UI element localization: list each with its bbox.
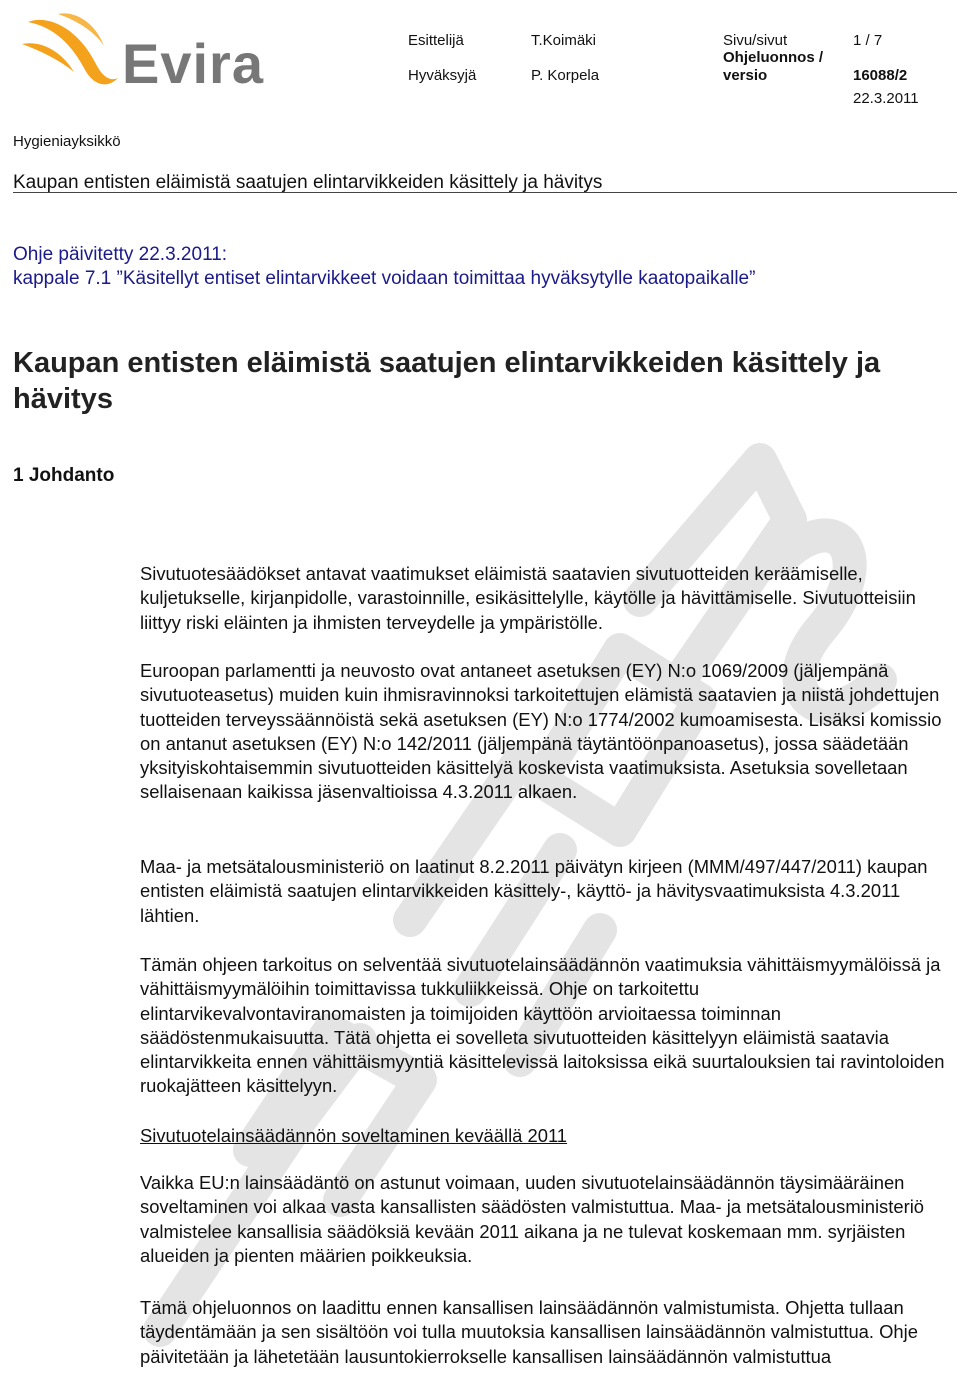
version-label-line2: versio bbox=[723, 67, 768, 84]
update-notice-line2: kappale 7.1 ”Käsitellyt entiset elintarvikkeet voidaan toimittaa hyväksytylle kaatopaikalle” bbox=[13, 268, 756, 289]
unit-name: Hygieniayksikkö bbox=[13, 133, 121, 150]
paragraph-1 bbox=[140, 562, 945, 635]
version-label-line1: Ohjeluonnos / bbox=[723, 49, 823, 66]
paragraph-5-text: Vaikka EU:n lainsäädäntö on astunut voimaan, uuden sivutuotelainsäädännön täysimääräinen soveltaminen voi alkaa vasta kansallisten säädösten valmistuttua. Maa- ja metsätalousministeriö valmistelee kansallisia säädöksiä kevään 2011 aikana ja ne tulevat koskemaan mm. syrjäisten alueiden ja pienten määrien poikkeuksia. bbox=[140, 1172, 925, 1266]
paragraph-3-text: Maa- ja metsätalousministeriö on laatinut 8.2.2011 päivätyn kirjeen (MMM/497/447/2011) kaupan entisten eläimistä saatujen elintarvikkeiden käsittely-, käyttö- ja hävitysvaatimuksista 4.3.2011 lähtien. bbox=[140, 856, 928, 926]
logo-swoosh-icon bbox=[18, 8, 128, 94]
main-title: Kaupan entisten eläimistä saatujen elintarvikkeiden käsittely ja hävitys bbox=[13, 347, 881, 415]
page-label: Sivu/sivut bbox=[723, 32, 788, 49]
header-divider bbox=[13, 192, 957, 193]
presenter-label: Esittelijä bbox=[408, 32, 464, 49]
section-heading-introduction: 1 Johdanto bbox=[13, 465, 115, 486]
evira-logo bbox=[18, 8, 280, 94]
subheading-text: Sivutuotelainsäädännön soveltaminen keväällä 2011 bbox=[140, 1125, 568, 1146]
paragraph-2 bbox=[140, 659, 945, 805]
paragraph-6 bbox=[140, 1296, 945, 1369]
paragraph-2-text: Euroopan parlamentti ja neuvosto ovat antaneet asetuksen (EY) N:o 1069/2009 (jäljempänä sivutuoteasetus) muiden kuin ihmisravinnoksi tarkoitettujen elämistä saatavien ja niistä johdettujen tuotteiden terveyssäännöistä sekä asetuksen (EY) N:o 1774/2002 kumoamisesta. Lisäksi komissio on antanut asetuksen (EY) N:o 142/2011 (jäljempänä täytäntöönpanoasetus), jossa säädetään yksityiskohtaisemmin sivutuotteiden käsittelyä koskevista vaatimuksista. Asetuksia sovelletaan sellaisenaan kaikissa jäsenvaltioissa 4.3.2011 alkaen. bbox=[140, 660, 942, 803]
paragraph-5 bbox=[140, 1171, 945, 1268]
subheading-application bbox=[140, 1124, 945, 1148]
document-title: Kaupan entisten eläimistä saatujen elintarvikkeiden käsittely ja hävitys bbox=[13, 172, 603, 193]
page-value: 1 / 7 bbox=[853, 32, 883, 49]
paragraph-1-text: Sivutuotesäädökset antavat vaatimukset eläimistä saatavien sivutuotteiden keräämiselle, kuljetukselle, kirjanpidolle, varastoinnille, esikäsittelylle, käytölle ja hävittämiselle. Sivutuotteisiin liittyy riski eläinten ja ihmisten terveydelle ja ympäristölle. bbox=[140, 563, 916, 633]
update-notice-line1: Ohje päivitetty 22.3.2011: bbox=[13, 244, 228, 265]
paragraph-6-text: Tämä ohjeluonnos on laadittu ennen kansallisen lainsäädännön valmistumista. Ohjetta tullaan täydentämään ja sen sisältöön voi tulla muutoksia kansallisen lainsäädännön valmistuttua. Ohje päivitetään ja lähetetään lausuntokierrokselle kansallisen lainsäädännön valmistuttua bbox=[140, 1297, 918, 1367]
paragraph-4-text: Tämän ohjeen tarkoitus on selventää sivutuotelainsäädännön vaatimuksia vähittäismyymälöissä ja vähittäismyymälöihin toimittavissa tukkuliikkeissä. Ohje on tarkoitettu elintarvikevalvontaviranomaisten ja toimijoiden käyttöön arvioitaessa toiminnan säädöstenmukaisuutta. Tätä ohjetta ei sovelleta sivutuotteiden käsittelyyn eläimistä saatavia elintarvikkeita ennen vähittäismyyntiä käsittelevissä laitoksissa eikä suurtalouksien tai ravintoloiden ruokajätteen käsittelyyn. bbox=[140, 954, 945, 1097]
paragraph-3 bbox=[140, 855, 945, 928]
logo-text: Evira bbox=[122, 32, 264, 95]
presenter-name: T.Koimäki bbox=[531, 32, 597, 49]
header-date: 22.3.2011 bbox=[853, 90, 919, 107]
version-value: 16088/2 bbox=[853, 67, 908, 84]
paragraph-4 bbox=[140, 953, 945, 1099]
update-notice bbox=[13, 243, 755, 291]
approver-label: Hyväksyjä bbox=[408, 67, 477, 84]
approver-name: P. Korpela bbox=[531, 67, 600, 84]
